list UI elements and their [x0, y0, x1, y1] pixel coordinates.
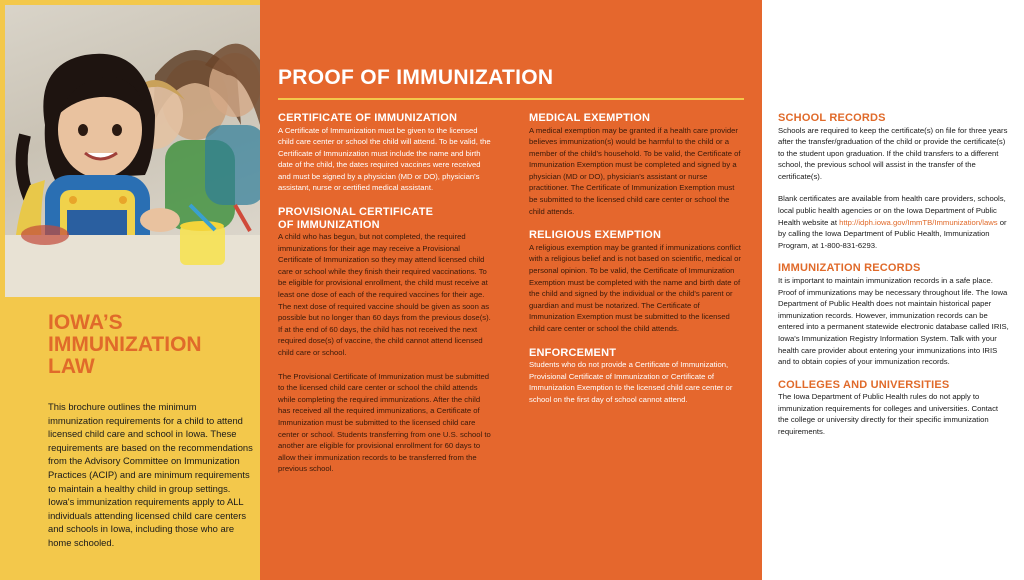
- page-title: PROOF OF IMMUNIZATION: [278, 66, 554, 89]
- certificate-heading: CERTIFICATE OF IMMUNIZATION: [278, 112, 458, 124]
- colleges-text: The Iowa Department of Public Health rules do not apply to immunization requirements for colleges and universities. Contact the college or university directly for their specific immunization requirements.: [778, 392, 999, 436]
- title-divider: [278, 98, 744, 100]
- medical-exemption-heading: MEDICAL EXEMPTION: [529, 112, 651, 124]
- colleges-heading: COLLEGES AND UNIVERSITIES: [778, 378, 950, 391]
- enforcement-heading: ENFORCEMENT: [529, 346, 617, 359]
- immunization-records-heading: IMMUNIZATION RECORDS: [778, 262, 921, 275]
- certificate-text: A Certificate of Immunization must be given to the licensed child care center or school the child will attend. To be valid, the Certificate of Immunization must include the name and birth date of the child, the dates required vaccines were received and must be signed by a physician (MD or DO), physician's assistant, nurse or certified medical assistant.: [278, 125, 491, 193]
- medical-exemption-text: A medical exemption may be granted if a health care provider believes immunization(s) would be harmful to the child or a member of the child's household. To be valid, the Certificate of Immunization Exemption must be completed and signed by a physician (MD or DO), physician's assistant or nurse practitioner. The Certificate of Immunization Exemption must be submitted to the licensed child care center or school the child attends.: [529, 125, 741, 216]
- provisional-text-2: The Provisional Certificate of Immunization must be submitted to the licensed child care center or school the child attends while completing the required immunizations. After the child has received all the required immunizations, a Certificate of Immunization must be submitted to the licensed child care center or school. Students transferring from one U.S. school to another are eligible for provisional enrollment for 60 days to allow their immunization records to be transferred from the previous school.: [278, 371, 491, 474]
- idph-website-link[interactable]: http://idph.iowa.gov/ImmTB/Immunization/laws: [839, 217, 998, 227]
- left-panel: [0, 0, 260, 580]
- blank-certificates-text: Blank certificates are available from health care providers, schools, local public health agencies or on the Iowa Department of Public Health website at http://idph.iowa.gov/ImmTB/Immunization/laws or by calling the Iowa Department of Public Health, Immunization Program, at 1-800-831-6293.: [778, 194, 1007, 250]
- immunization-records-text: It is important to maintain immunization records in a safe place. Proof of immunizations may be necessary throughout life. The Iowa Department of Public Health does not maintain historical paper immunization records. However, immunization records can be entered into a permanent statewide electronic database called IRIS, Iowa's Immunization Registry Information System. Talk with your health care provider about entering your immunizations into IRIS and to obtain copies of your immunization records.: [778, 275, 1009, 367]
- provisional-text-1: A child who has begun, but not completed, the required immunizations for their age may receive a Provisional Certificate of Immunization so they may attend licensed child care or school while they finish their required vaccinations. To be eligible for provisional enrollment, the child must receive at least one dose of each of the required vaccines for their age. The next dose of required vaccine should be given as soon as possible but no longer than 60 days from the previous dose(s). If at the end of 60 days, the child has not received the next required dose(s) of vaccine, the child cannot attend licensed child care or school.: [278, 232, 491, 357]
- right-panel: [762, 0, 1024, 580]
- school-records-text: Schools are required to keep the certificate(s) on file for three years after the transfer/graduation of the child or provide the certificate(s) to the student upon graduation. If the child transfers to a different school, the previous school will assist in the transfer of the certificate(s).: [778, 125, 1008, 181]
- religious-exemption-heading: RELIGIOUS EXEMPTION: [529, 229, 662, 242]
- right-column: [778, 112, 1010, 438]
- enforcement-text: Students who do not provide a Certificate of Immunization, Provisional Certificate of Immunization or Certificate of Immunization Exemption to the licensed child care center or school on the first day of school cannot attend.: [529, 360, 733, 404]
- middle-column-right: [529, 112, 744, 405]
- school-records-heading: SCHOOL RECORDS: [778, 112, 886, 124]
- left-panel-title: IOWA’S IMMUNIZATION LAW: [48, 311, 202, 378]
- middle-panel: [260, 0, 762, 580]
- religious-exemption-text: A religious exemption may be granted if immunizations conflict with a religious belief and is not based on scientific, medical or personal opinion. To be valid, the Certificate of Immunization Exemption must be completed with the name and birth date of the child and signed by the individual or the child's parent or guardian and must be notarized. The Certificate of Immunization Exemption must be submitted to the licensed child care center or school the child attends.: [529, 242, 741, 333]
- children-photo: [5, 5, 260, 297]
- children-photo-illustration: [5, 5, 260, 297]
- left-panel-intro: This brochure outlines the minimum immunization requirements for a child to attend licensed child care and school in Iowa. These requirements are based on the recommendations from the Advisory Committee on Immunization Practices (ACIP) and are minimum requirements to maintain a healthy child in group settings. Iowa's immunization requirements apply to ALL individuals attending licensed child care centers and schools in Iowa, including those who are home schooled.: [48, 401, 253, 548]
- provisional-heading: PROVISIONAL CERTIFICATE OF IMMUNIZATION: [278, 206, 434, 231]
- middle-column-left: [278, 112, 493, 475]
